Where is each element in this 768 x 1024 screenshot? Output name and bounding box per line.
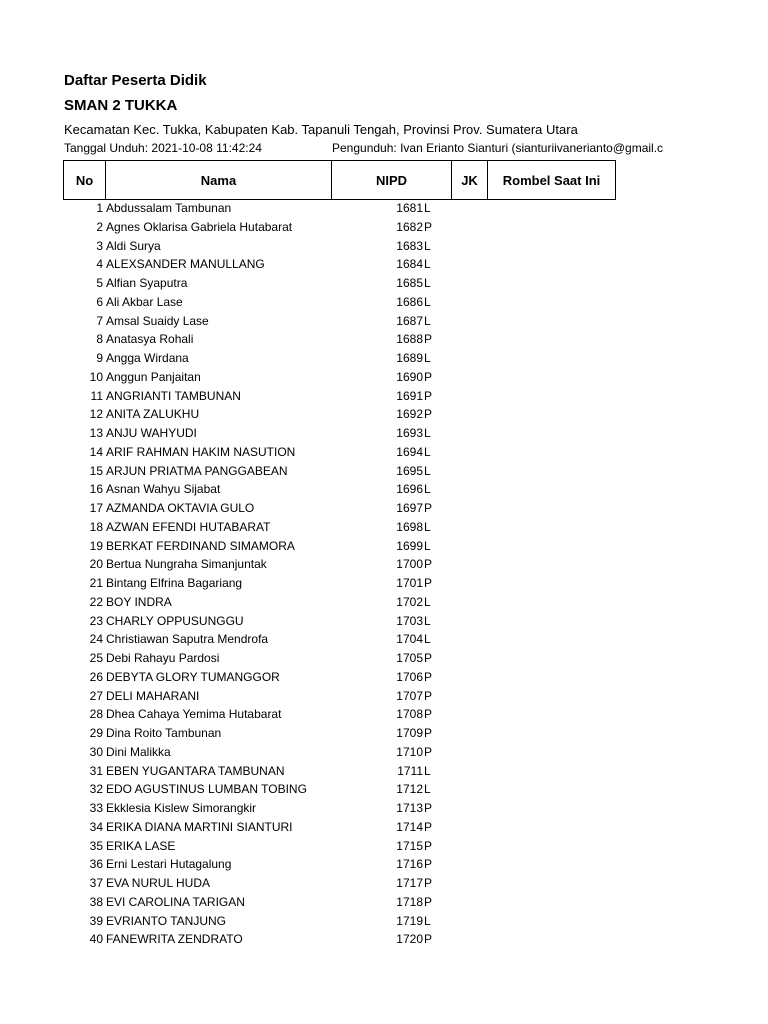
row-jk: P	[424, 407, 433, 422]
row-nipd: 1700	[396, 557, 423, 572]
row-jk: L	[424, 426, 431, 440]
row-nipd: 1684	[396, 257, 423, 272]
row-no: 34	[89, 819, 103, 834]
row-name: Anatasya Rohali	[106, 332, 194, 347]
row-no: 10	[89, 369, 103, 384]
row-jk: L	[424, 613, 431, 628]
row-name: EVRIANTO TANJUNG	[106, 913, 227, 928]
row-nipd: 1685	[396, 276, 423, 290]
row-no: 3	[96, 238, 103, 253]
row-jk: L	[424, 632, 431, 647]
row-nipd: 1708	[396, 707, 423, 722]
row-jk: L	[424, 913, 431, 928]
row-jk: P	[424, 388, 433, 403]
row-jk: P	[424, 857, 433, 872]
col-rombel: Rombel Saat Ini	[488, 161, 616, 200]
row-jk: L	[424, 294, 431, 309]
row-nipd: 1691	[396, 388, 423, 403]
row-name: EBEN YUGANTARA TAMBUNAN	[106, 763, 285, 778]
row-jk: P	[424, 651, 433, 665]
row-no: 29	[89, 726, 103, 740]
row-no: 13	[89, 426, 103, 440]
row-no: 5	[96, 276, 103, 290]
row-name: DELI MAHARANI	[106, 688, 200, 703]
row-jk: L	[424, 463, 431, 478]
location-line: Kecamatan Kec. Tukka, Kabupaten Kab. Tapanuli Tengah, Provinsi Prov. Sumatera Utara	[64, 122, 578, 137]
row-jk: P	[424, 688, 433, 703]
row-no: 19	[89, 538, 103, 553]
row-no: 30	[89, 744, 103, 759]
row-nipd: 1714	[396, 819, 423, 834]
row-nipd: 1697	[396, 501, 423, 515]
row-jk: L	[424, 313, 431, 328]
row-jk: L	[424, 257, 431, 272]
row-no: 36	[89, 857, 103, 872]
row-nipd: 1711	[397, 763, 423, 778]
row-name: AZMANDA OKTAVIA GULO	[106, 501, 255, 515]
col-no: No	[64, 161, 106, 200]
row-name: Agnes Oklarisa Gabriela Hutabarat	[106, 219, 293, 234]
row-name: DEBYTA GLORY TUMANGGOR	[106, 669, 280, 684]
row-name: Bintang Elfrina Bagariang	[106, 576, 243, 590]
row-jk: P	[424, 894, 433, 909]
row-name: AZWAN EFENDI HUTABARAT	[106, 519, 271, 534]
row-name: EVI CAROLINA TARIGAN	[106, 894, 245, 909]
row-name: Ekklesia Kislew Simorangkir	[106, 801, 257, 815]
row-jk: L	[424, 782, 431, 797]
row-no: 22	[89, 594, 103, 609]
row-no: 15	[89, 463, 103, 478]
row-jk: P	[424, 744, 433, 759]
row-name: Anggun Panjaitan	[106, 369, 201, 384]
row-no: 2	[96, 219, 103, 234]
row-nipd: 1693	[396, 426, 423, 440]
row-jk: P	[424, 932, 433, 947]
school-name: SMAN 2 TUKKA	[64, 97, 178, 114]
row-nipd: 1704	[396, 632, 423, 647]
row-no: 33	[89, 801, 103, 815]
row-jk: P	[424, 219, 433, 234]
row-no: 20	[89, 557, 103, 572]
row-nipd: 1681	[396, 201, 423, 215]
row-no: 4	[96, 257, 103, 272]
row-name: Aldi Surya	[106, 238, 161, 253]
row-nipd: 1702	[396, 594, 423, 609]
row-nipd: 1713	[396, 801, 423, 815]
row-nipd: 1692	[396, 407, 423, 422]
row-no: 18	[89, 519, 103, 534]
row-nipd: 1705	[396, 651, 423, 665]
row-nipd: 1703	[396, 613, 423, 628]
row-no: 28	[89, 707, 103, 722]
row-name: BERKAT FERDINAND SIMAMORA	[106, 538, 295, 553]
row-name: Bertua Nungraha Simanjuntak	[106, 557, 267, 572]
row-jk: P	[424, 838, 433, 853]
row-jk: P	[424, 332, 433, 347]
row-no: 35	[89, 838, 103, 853]
row-name: EVA NURUL HUDA	[106, 876, 211, 890]
row-jk: P	[424, 876, 433, 890]
row-no: 17	[89, 501, 103, 515]
row-no: 1	[96, 201, 103, 215]
uploader: Pengunduh: Ivan Erianto Sianturi (sianturiivanerianto@gmail.c	[332, 141, 664, 155]
row-no: 7	[96, 313, 103, 328]
row-jk: P	[424, 707, 433, 722]
row-no: 11	[90, 388, 103, 403]
row-nipd: 1695	[396, 463, 423, 478]
row-nipd: 1701	[396, 576, 423, 590]
row-no: 23	[89, 613, 103, 628]
row-jk: P	[424, 369, 433, 384]
row-name: ANITA ZALUKHU	[106, 407, 200, 422]
row-nipd: 1715	[396, 838, 423, 853]
row-no: 12	[89, 407, 103, 422]
row-name: Dina Roito Tambunan	[106, 726, 222, 740]
col-jk: JK	[452, 161, 488, 200]
row-nipd: 1712	[396, 782, 423, 797]
row-jk: L	[424, 444, 431, 459]
row-jk: L	[424, 594, 431, 609]
row-jk: P	[424, 576, 433, 590]
row-no: 16	[89, 482, 103, 497]
row-jk: P	[424, 726, 433, 740]
header-row	[64, 161, 616, 200]
row-name: Amsal Suaidy Lase	[106, 313, 209, 328]
row-nipd: 1690	[396, 369, 423, 384]
row-no: 6	[96, 294, 103, 309]
download-date: Tanggal Unduh: 2021-10-08 11:42:24	[64, 141, 262, 155]
row-nipd: 1720	[396, 932, 423, 947]
row-name: Debi Rahayu Pardosi	[106, 651, 220, 665]
row-jk: L	[424, 538, 431, 553]
row-nipd: 1718	[396, 894, 423, 909]
row-no: 24	[89, 632, 103, 647]
row-nipd: 1709	[396, 726, 423, 740]
row-jk: L	[424, 201, 431, 215]
row-jk: P	[424, 669, 433, 684]
row-name: Asnan Wahyu Sijabat	[106, 482, 221, 497]
row-jk: P	[424, 819, 433, 834]
row-no: 32	[89, 782, 103, 797]
row-name: Ali Akbar Lase	[106, 294, 183, 309]
row-no: 37	[89, 876, 103, 890]
row-nipd: 1686	[396, 294, 423, 309]
row-name: BOY INDRA	[106, 594, 172, 609]
row-name: FANEWRITA ZENDRATO	[106, 932, 243, 947]
row-no: 31	[89, 763, 103, 778]
row-name: Angga Wirdana	[106, 351, 189, 365]
row-name: CHARLY OPPUSUNGGU	[106, 613, 244, 628]
row-jk: P	[424, 501, 433, 515]
row-no: 27	[89, 688, 103, 703]
row-nipd: 1688	[396, 332, 423, 347]
row-no: 26	[89, 669, 103, 684]
row-nipd: 1683	[396, 238, 423, 253]
row-nipd: 1682	[396, 219, 423, 234]
row-nipd: 1696	[396, 482, 423, 497]
row-jk: L	[424, 482, 431, 497]
col-nama: Nama	[106, 161, 332, 200]
row-name: Erni Lestari Hutagalung	[106, 857, 232, 872]
row-no: 38	[89, 894, 103, 909]
row-name: Christiawan Saputra Mendrofa	[106, 632, 269, 647]
row-nipd: 1706	[396, 669, 423, 684]
row-nipd: 1719	[396, 913, 423, 928]
meta-line	[64, 141, 768, 155]
row-no: 40	[89, 932, 103, 947]
row-nipd: 1710	[396, 744, 423, 759]
row-jk: L	[424, 276, 431, 290]
table-header	[63, 160, 616, 200]
row-nipd: 1698	[396, 519, 423, 534]
row-name: EDO AGUSTINUS LUMBAN TOBING	[106, 782, 307, 797]
row-nipd: 1689	[396, 351, 423, 365]
row-name: Abdussalam Tambunan	[106, 201, 232, 215]
row-name: ANJU WAHYUDI	[106, 426, 197, 440]
row-no: 21	[89, 576, 103, 590]
row-name: Dhea Cahaya Yemima Hutabarat	[106, 707, 282, 722]
row-jk: L	[424, 351, 431, 365]
row-jk: P	[424, 801, 433, 815]
row-nipd: 1699	[396, 538, 423, 553]
row-name: ERIKA DIANA MARTINI SIANTURI	[106, 819, 293, 834]
row-no: 9	[96, 351, 103, 365]
row-name: ERIKA LASE	[106, 838, 176, 853]
document-title: Daftar Peserta Didik	[64, 72, 207, 89]
row-jk: L	[424, 238, 431, 253]
row-nipd: 1687	[396, 313, 423, 328]
row-name: Alfian Syaputra	[106, 276, 188, 290]
row-no: 25	[89, 651, 103, 665]
row-nipd: 1707	[396, 688, 423, 703]
row-no: 39	[89, 913, 103, 928]
row-jk: L	[424, 763, 431, 778]
row-name: ALEXSANDER MANULLANG	[106, 257, 265, 272]
row-nipd: 1716	[396, 857, 423, 872]
row-nipd: 1717	[396, 876, 423, 890]
row-no: 8	[96, 332, 103, 347]
col-nipd: NIPD	[332, 161, 452, 200]
row-name: ANGRIANTI TAMBUNAN	[106, 388, 241, 403]
row-jk: L	[424, 519, 431, 534]
row-name: ARJUN PRIATMA PANGGABEAN	[106, 463, 288, 478]
row-jk: P	[424, 557, 433, 572]
row-no: 14	[89, 444, 103, 459]
row-name: Dini Malikka	[106, 744, 171, 759]
row-name: ARIF RAHMAN HAKIM NASUTION	[106, 444, 296, 459]
row-nipd: 1694	[396, 444, 423, 459]
